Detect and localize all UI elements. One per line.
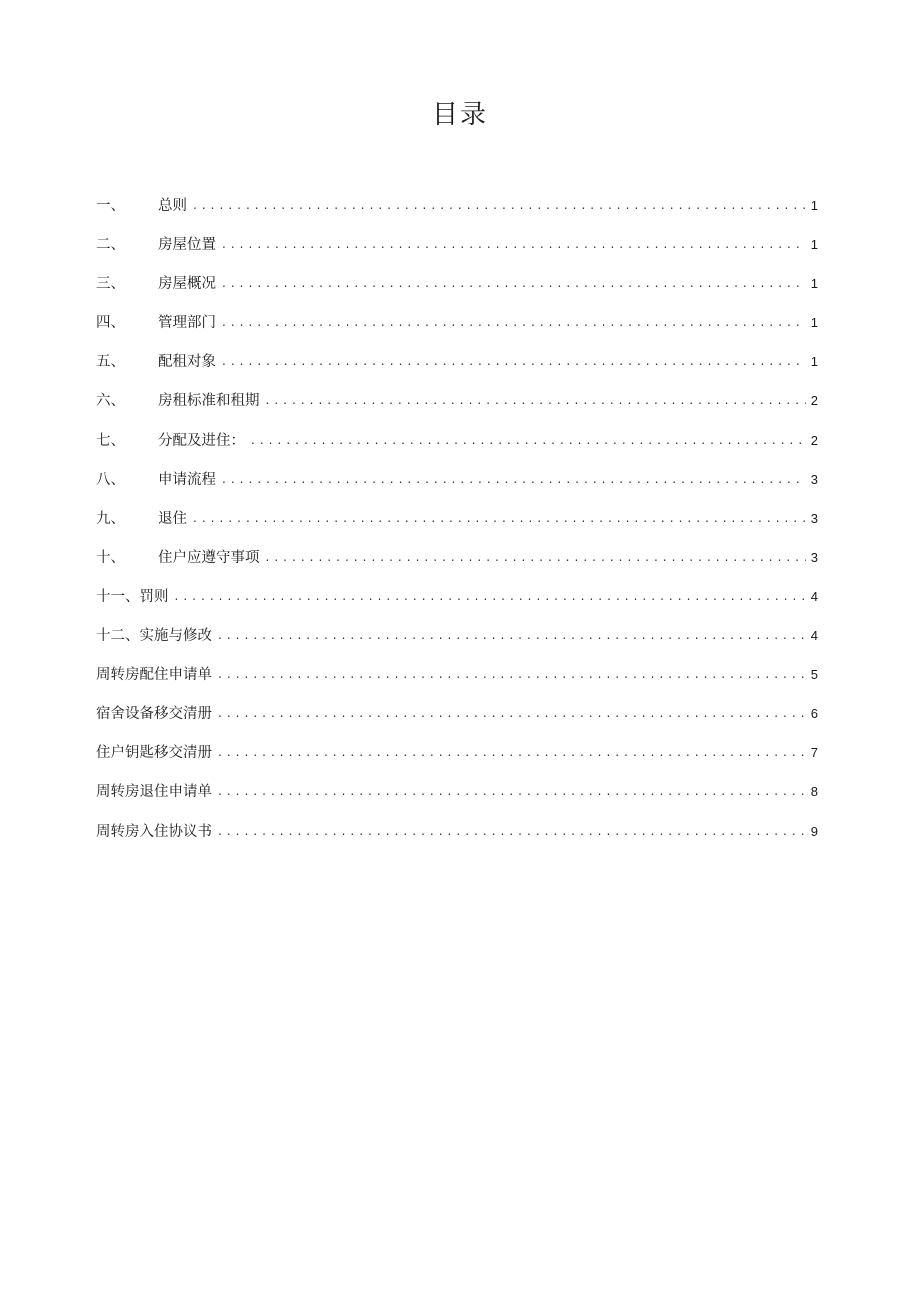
toc-entry-page: 2 [810, 432, 818, 448]
toc-entry[interactable] [96, 264, 818, 303]
dot-leader [251, 421, 806, 460]
toc-title: 目录 [431, 100, 488, 130]
dot-leader [218, 812, 806, 851]
dot-leader [222, 303, 806, 342]
dot-leader [266, 538, 807, 577]
toc-entry[interactable] [96, 733, 818, 772]
toc-entry[interactable] [96, 381, 818, 420]
toc-entry-page: 9 [810, 823, 818, 839]
toc-entry-page: 3 [810, 510, 818, 526]
dot-leader [222, 460, 806, 499]
toc-entry-page: 1 [810, 237, 818, 253]
toc-entry-page: 1 [810, 198, 818, 213]
toc-entry[interactable] [96, 342, 818, 381]
dot-leader [218, 655, 806, 694]
toc-entry-number: 四、 [96, 315, 125, 332]
toc-entry[interactable] [96, 812, 818, 851]
toc-entry-label: 房屋位置 [158, 237, 216, 254]
toc-entry[interactable] [96, 186, 818, 225]
toc-entry-page: 2 [810, 393, 818, 409]
toc-entry-page: 1 [810, 315, 818, 331]
toc-entry-number: 三、 [96, 276, 125, 293]
dot-leader [222, 264, 806, 303]
toc-entry-label: 住户钥匙移交清册 [96, 745, 212, 762]
toc-entry-number: 十、 [96, 549, 125, 566]
toc-entry[interactable] [96, 499, 818, 538]
toc-entry-number: 一、 [96, 198, 125, 214]
toc-entry-number: 五、 [96, 354, 125, 371]
toc-entry-label: 周转房退住申请单 [96, 784, 212, 801]
toc-entry-number: 六、 [96, 393, 125, 410]
toc-entry-label: 总则 [158, 198, 187, 214]
toc-entry-label: 宿舍设备移交清册 [96, 706, 212, 723]
dot-leader [218, 733, 806, 772]
toc-entry-number: 八、 [96, 471, 125, 488]
toc-entry-label: 管理部门 [158, 315, 216, 332]
toc-entry-number: 九、 [96, 510, 125, 527]
toc-entry[interactable] [96, 577, 818, 616]
toc-entry-page: 1 [810, 276, 818, 292]
toc-entry-label: 分配及进住： [158, 432, 245, 449]
toc-entry-label: 住户应遵守事项 [158, 549, 260, 566]
toc-entry[interactable] [96, 303, 818, 342]
dot-leader [175, 577, 807, 616]
toc-entry-page: 8 [810, 784, 818, 800]
toc-entry-page: 4 [810, 588, 818, 604]
toc-entry-number: 七、 [96, 432, 125, 449]
toc-entry-label: 十一、罚则 [96, 588, 169, 605]
toc-entry-page: 7 [810, 745, 818, 761]
dot-leader [218, 616, 806, 655]
toc-entry-label: 配租对象 [158, 354, 216, 371]
toc-entry[interactable] [96, 421, 818, 460]
toc-entry[interactable] [96, 694, 818, 733]
toc-entry[interactable] [96, 225, 818, 264]
toc-entry-page: 5 [810, 667, 818, 683]
toc-entry-number: 二、 [96, 237, 125, 254]
toc-entry-label: 退住 [158, 510, 187, 527]
toc-entry-label: 周转房入住协议书 [96, 823, 212, 840]
dot-leader [222, 225, 806, 264]
toc-entry[interactable] [96, 538, 818, 577]
toc-entry[interactable] [96, 772, 818, 811]
toc-entry-label: 十二、实施与修改 [96, 628, 212, 645]
toc-entry[interactable] [96, 616, 818, 655]
toc-entry[interactable] [96, 655, 818, 694]
toc-entry-page: 4 [810, 628, 818, 644]
toc-entry-page: 6 [810, 706, 818, 722]
toc-entry-label: 申请流程 [158, 471, 216, 488]
dot-leader [218, 772, 806, 811]
toc-entry-page: 3 [810, 549, 818, 565]
dot-leader [193, 499, 806, 538]
dot-leader [266, 381, 807, 420]
dot-leader [193, 186, 806, 225]
toc-entry-page: 3 [810, 471, 818, 487]
dot-leader [218, 694, 806, 733]
toc-entry-label: 周转房配住申请单 [96, 667, 212, 684]
dot-leader [222, 342, 806, 381]
toc-entry[interactable] [96, 460, 818, 499]
toc-list [96, 186, 818, 851]
toc-entry-label: 房租标准和租期 [158, 393, 260, 410]
toc-entry-label: 房屋概况 [158, 276, 216, 293]
toc-entry-page: 1 [810, 354, 818, 370]
